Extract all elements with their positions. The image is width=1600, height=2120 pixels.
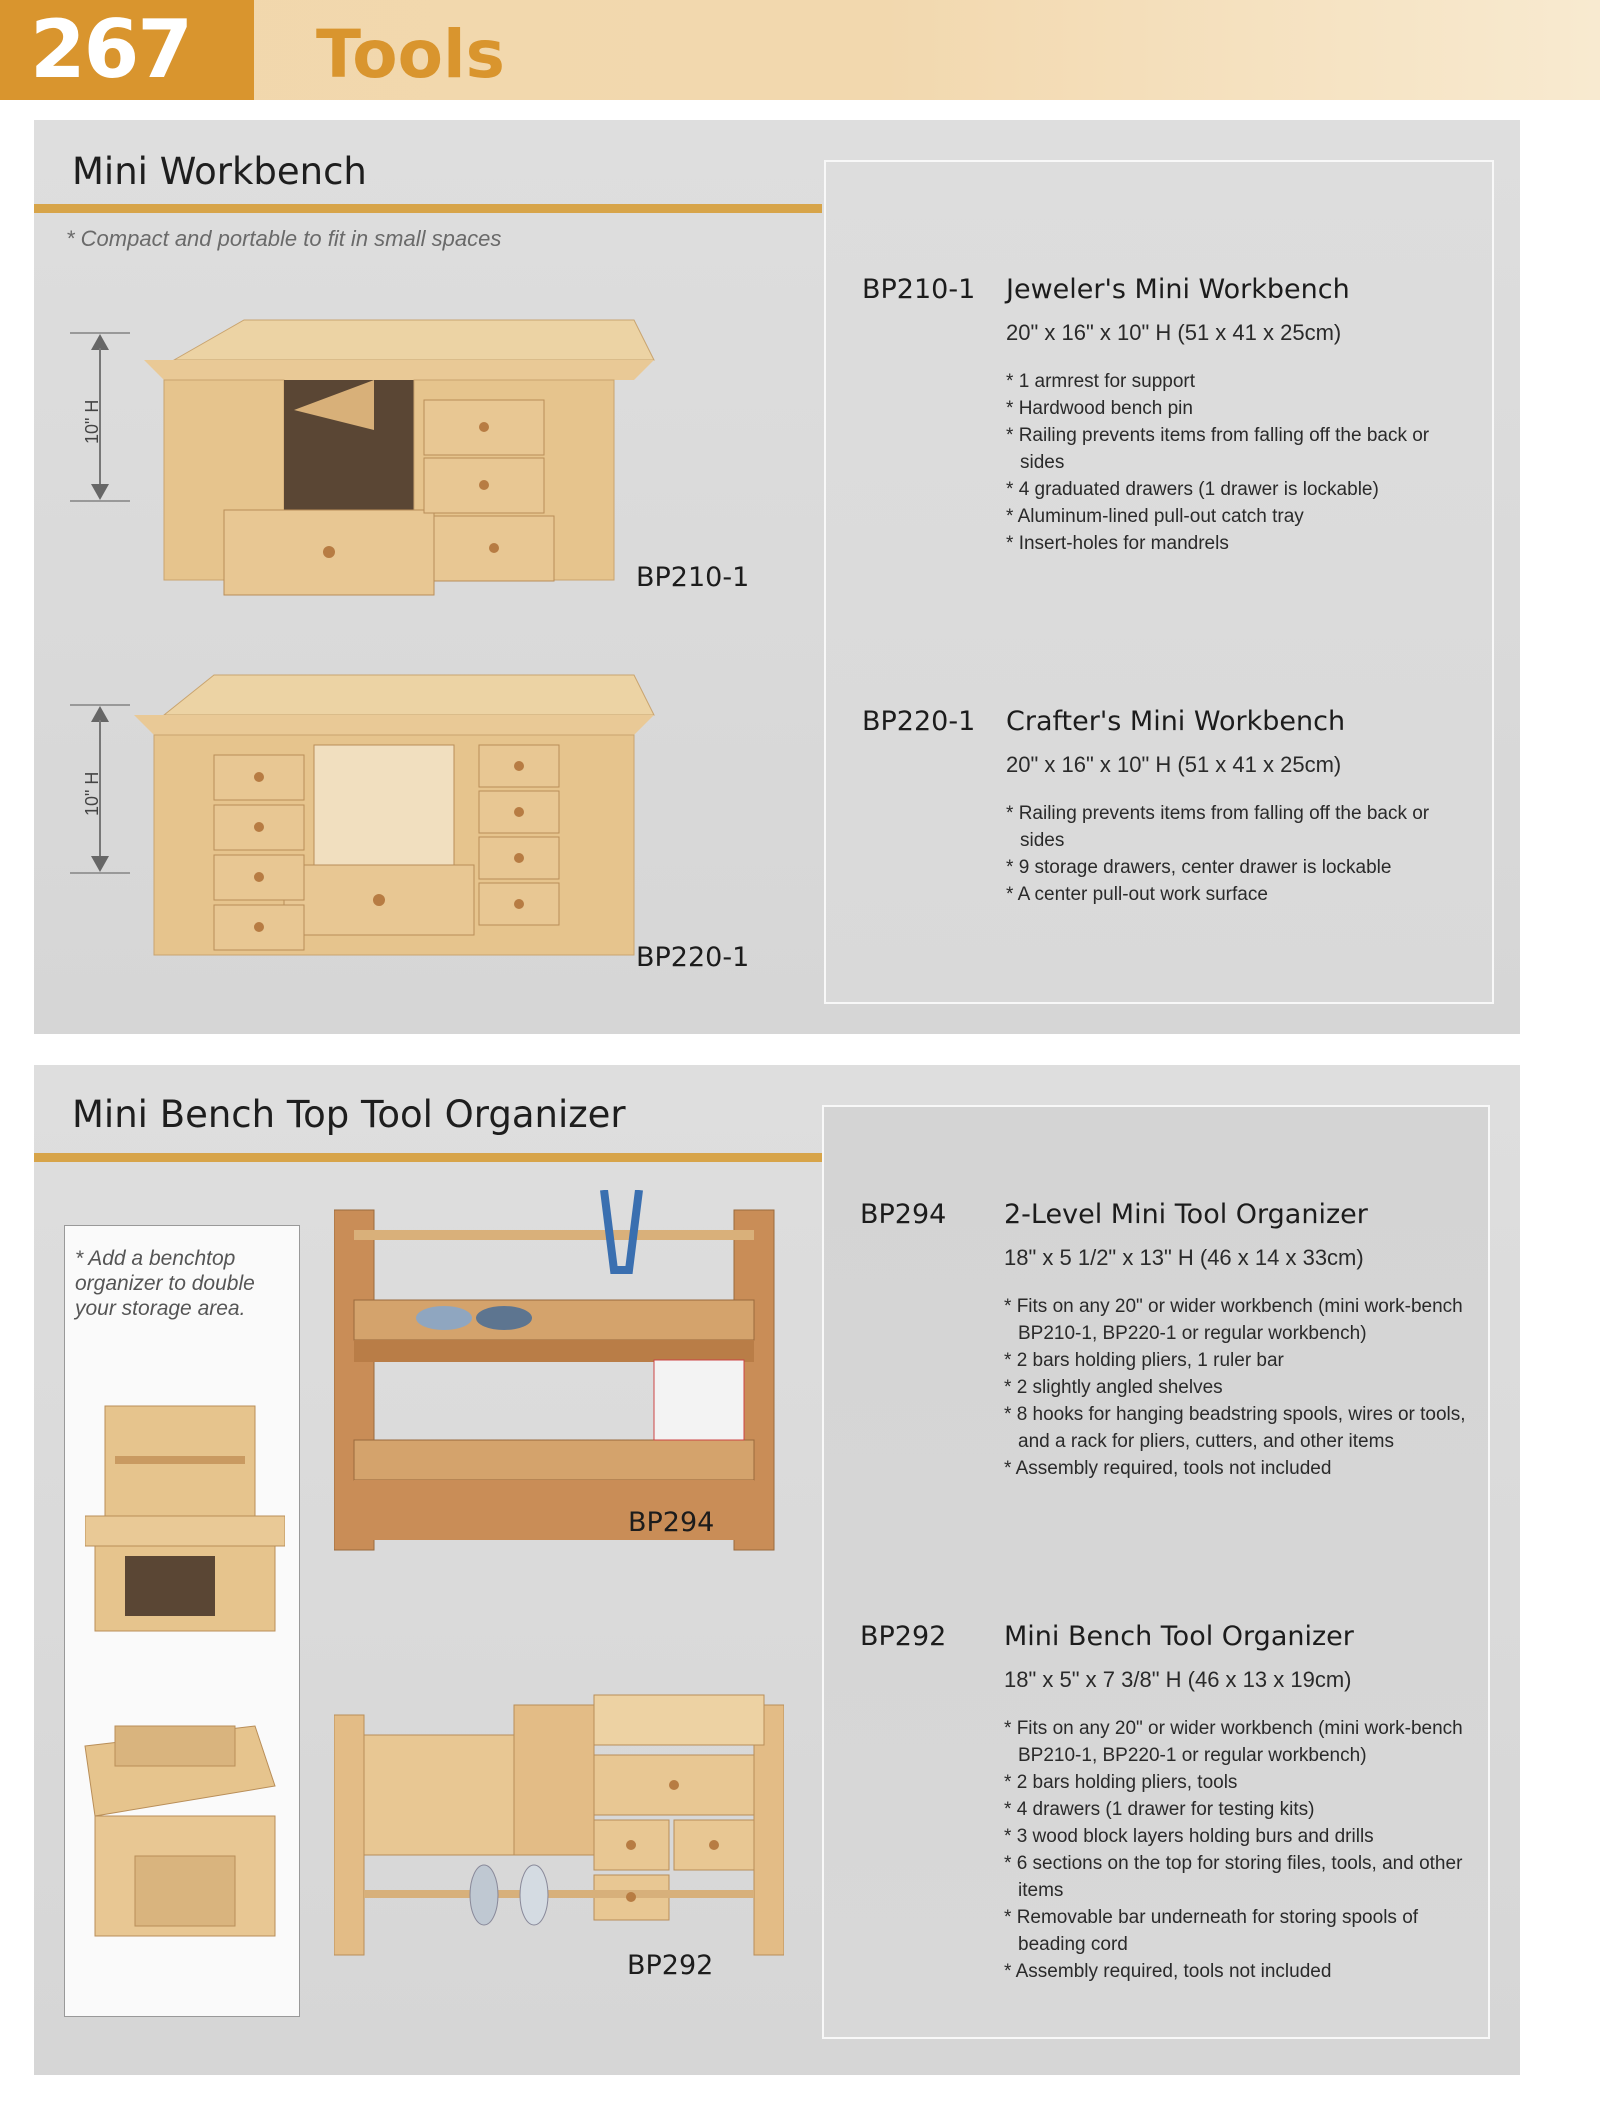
feature-item: * Removable bar underneath for storing spools of beading cord bbox=[1004, 1904, 1474, 1958]
product-sku: BP292 bbox=[860, 1621, 947, 1652]
product-bp210-1 bbox=[862, 274, 1482, 594]
feature-item: * Fits on any 20" or wider workbench (mini work-bench BP210-1, BP220-1 or regular workbench) bbox=[1004, 1715, 1474, 1769]
product-info-panel bbox=[822, 1105, 1490, 2039]
feature-item: * Railing prevents items from falling off the back or sides bbox=[1006, 800, 1476, 854]
image-label: BP210-1 bbox=[636, 562, 750, 593]
image-label: BP292 bbox=[627, 1950, 714, 1981]
product-sku: BP210-1 bbox=[862, 274, 976, 305]
section-rule bbox=[34, 1153, 822, 1162]
image-label: BP220-1 bbox=[636, 942, 750, 973]
product-name: Jeweler's Mini Workbench bbox=[1006, 274, 1350, 305]
section-rule bbox=[34, 204, 822, 213]
page-title: Tools bbox=[316, 16, 505, 93]
height-label: 10" H bbox=[82, 399, 102, 444]
product-dimensions: 18" x 5 1/2" x 13" H (46 x 14 x 33cm) bbox=[1004, 1245, 1364, 1270]
feature-item: * Assembly required, tools not included bbox=[1004, 1455, 1474, 1482]
feature-item: * 2 slightly angled shelves bbox=[1004, 1374, 1474, 1401]
feature-list bbox=[1006, 800, 1476, 908]
feature-list bbox=[1004, 1293, 1474, 1482]
feature-item: * Hardwood bench pin bbox=[1006, 395, 1476, 422]
product-name: Mini Bench Tool Organizer bbox=[1004, 1621, 1354, 1652]
two-level-organizer-image bbox=[334, 1190, 784, 1590]
section-tagline: * Compact and portable to fit in small spaces bbox=[66, 226, 502, 251]
mini-bench-organizer-image bbox=[334, 1655, 784, 1985]
height-marker bbox=[70, 332, 130, 502]
crafters-workbench-image bbox=[134, 655, 714, 1005]
feature-item: * Railing prevents items from falling off the back or sides bbox=[1006, 422, 1476, 476]
feature-item: * 1 armrest for support bbox=[1006, 368, 1476, 395]
height-marker bbox=[70, 704, 130, 874]
product-dimensions: 20" x 16" x 10" H (51 x 41 x 25cm) bbox=[1006, 752, 1342, 777]
section-title: Mini Workbench bbox=[72, 150, 367, 193]
product-bp294 bbox=[860, 1199, 1480, 1499]
feature-item: * 4 drawers (1 drawer for testing kits) bbox=[1004, 1796, 1474, 1823]
product-sku: BP294 bbox=[860, 1199, 947, 1230]
side-note-box bbox=[64, 1225, 300, 2017]
side-note: * Add a benchtop organizer to double your storage area. bbox=[75, 1247, 255, 1320]
section-title: Mini Bench Top Tool Organizer bbox=[72, 1093, 626, 1136]
product-sku: BP220-1 bbox=[862, 706, 976, 737]
product-name: 2-Level Mini Tool Organizer bbox=[1004, 1199, 1368, 1230]
feature-item: * Assembly required, tools not included bbox=[1004, 1958, 1474, 1985]
height-label: 10" H bbox=[82, 771, 102, 816]
feature-item: * 8 hooks for hanging beadstring spools, wires or tools, and a rack for pliers, cutters, and other items bbox=[1004, 1401, 1474, 1455]
organizer-on-bench-image bbox=[85, 1396, 285, 1636]
feature-item: * 3 wood block layers holding burs and drills bbox=[1004, 1823, 1474, 1850]
feature-item: * A center pull-out work surface bbox=[1006, 881, 1476, 908]
organizer-on-jewelers-bench-image bbox=[75, 1706, 285, 1976]
product-bp220-1 bbox=[862, 706, 1482, 946]
product-dimensions: 20" x 16" x 10" H (51 x 41 x 25cm) bbox=[1006, 320, 1342, 345]
feature-list bbox=[1006, 368, 1476, 557]
page-header bbox=[0, 0, 1600, 100]
feature-item: * 2 bars holding pliers, tools bbox=[1004, 1769, 1474, 1796]
feature-item: * 9 storage drawers, center drawer is lockable bbox=[1006, 854, 1476, 881]
product-name: Crafter's Mini Workbench bbox=[1006, 706, 1346, 737]
feature-list bbox=[1004, 1715, 1474, 1985]
feature-item: * 2 bars holding pliers, 1 ruler bar bbox=[1004, 1347, 1474, 1374]
product-bp292 bbox=[860, 1621, 1480, 2001]
tool-organizer-section bbox=[34, 1065, 1520, 2075]
image-label: BP294 bbox=[628, 1507, 715, 1538]
product-info-panel bbox=[824, 160, 1494, 1004]
product-dimensions: 18" x 5" x 7 3/8" H (46 x 13 x 19cm) bbox=[1004, 1667, 1352, 1692]
feature-item: * Aluminum-lined pull-out catch tray bbox=[1006, 503, 1476, 530]
feature-item: * 4 graduated drawers (1 drawer is lockable) bbox=[1006, 476, 1476, 503]
mini-workbench-section bbox=[34, 120, 1520, 1034]
page-number: 267 bbox=[0, 0, 254, 100]
feature-item: * Fits on any 20" or wider workbench (mini work-bench BP210-1, BP220-1 or regular workbench) bbox=[1004, 1293, 1474, 1347]
feature-item: * 6 sections on the top for storing files, tools, and other items bbox=[1004, 1850, 1474, 1904]
feature-item: * Insert-holes for mandrels bbox=[1006, 530, 1476, 557]
